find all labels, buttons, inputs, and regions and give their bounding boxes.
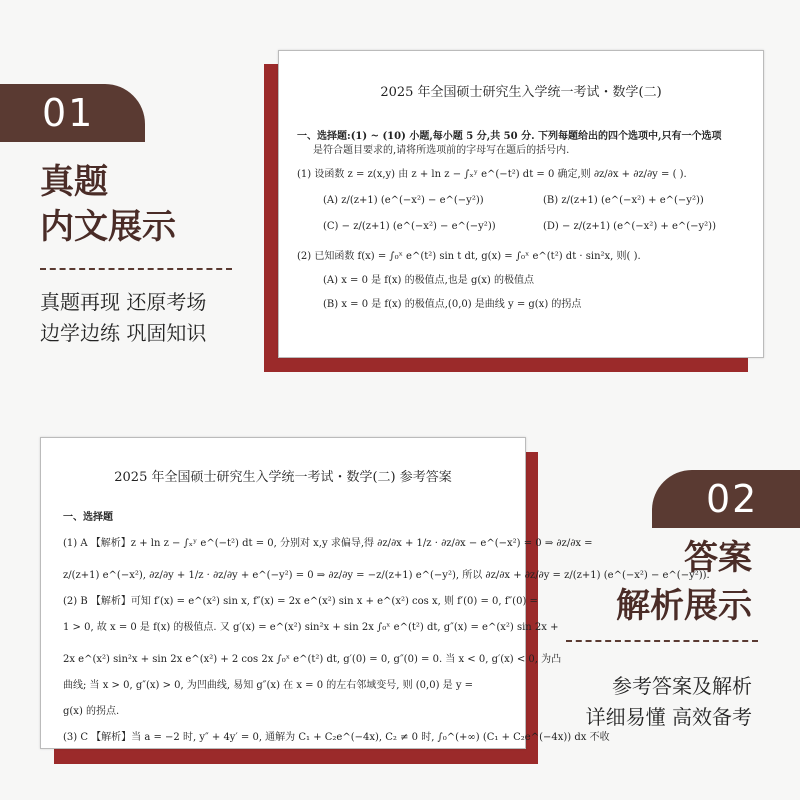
exam-paper-title: 2025 年全国硕士研究生入学统一考试・数学(二): [380, 85, 662, 100]
section-heading-line1: 真题: [40, 162, 108, 202]
section-number-badge-02: [652, 470, 800, 528]
answer-line: 2x e^(x²) sin²x + sin 2x e^(x²) + 2 cos 2x ∫₀ˣ e^(t²) dt, g′(0) = 0, g″(0) = 0. 当 x < 0, g′(x) < 0, 为凸: [63, 654, 562, 665]
tagline-line2: 边学边练 巩固知识: [40, 321, 207, 345]
section-heading-line2: 内文展示: [40, 207, 176, 247]
section-number: 01: [42, 91, 95, 135]
section-heading-line2: 解析展示: [616, 586, 752, 626]
answer-line: (2) B 【解析】可知 f′(x) = e^(x²) sin x, f″(x) = 2x e^(x²) sin x + e^(x²) cos x, 则 f′(0) = 0, f″(0) =: [63, 596, 538, 607]
section-number-badge-01: [0, 84, 145, 142]
tagline-line1: 参考答案及解析: [612, 674, 752, 698]
dashed-divider: [40, 268, 232, 270]
dashed-divider: [566, 640, 758, 642]
question-stem: (2) 已知函数 f(x) = ∫₀ˣ e^(t²) sin t dt, g(x) = ∫₀ˣ e^(t²) dt · sin²x, 则( ).: [297, 251, 641, 262]
option-c: (C) − z/(z+1) (e^(−x²) − e^(−y²)): [323, 221, 496, 232]
exam-instruction-line: 是符合题目要求的,请将所选项前的字母写在题后的括号内.: [313, 145, 570, 156]
option-b: (B) z/(z+1) (e^(−x²) + e^(−y²)): [543, 195, 704, 206]
option-row: [279, 194, 763, 208]
section-heading-line1: 答案: [684, 538, 752, 578]
section-number: 02: [706, 477, 759, 521]
question-stem: (1) 设函数 z = z(x,y) 由 z + ln z − ∫ₓʸ e^(−t²) dt = 0 确定,则 ∂z/∂x + ∂z/∂y = ( ).: [297, 169, 687, 180]
option-row: [279, 220, 763, 234]
answer-line: z/(z+1) e^(−x²), ∂z/∂y + 1/z · ∂z/∂y + e^(−y²) = 0 ⇒ ∂z/∂y = −z/(z+1) e^(−y²), 所以 ∂z/∂x + ∂z/∂y = z/(z+1) (e^(−x²) − e^(−y²)).: [63, 570, 710, 581]
tagline-line2: 详细易懂 高效备考: [585, 705, 752, 729]
answer-section-label: 一、选择题: [63, 512, 113, 523]
answer-line: 曲线; 当 x > 0, g″(x) > 0, 为凹曲线, 易知 g″(x) 在 x = 0 的左右邻域变号, 则 (0,0) 是 y =: [63, 680, 474, 691]
option-a: (A) x = 0 是 f(x) 的极值点,也是 g(x) 的极值点: [323, 275, 535, 286]
exam-paper-preview: [278, 50, 764, 358]
answer-line: g(x) 的拐点.: [63, 706, 120, 717]
exam-instruction-line: 一、选择题:(1) ~ (10) 小题,每小题 5 分,共 50 分. 下列每题给出的四个选项中,只有一个选项: [297, 131, 722, 142]
option-b: (B) x = 0 是 f(x) 的极值点,(0,0) 是曲线 y = g(x) 的拐点: [323, 299, 582, 310]
option-d: (D) − z/(z+1) (e^(−x²) + e^(−y²)): [543, 221, 716, 232]
answer-line: (3) C 【解析】当 a = −2 时, y″ + 4y′ = 0, 通解为 C₁ + C₂e^(−4x), C₂ ≠ 0 时, ∫₀^(+∞) (C₁ + C₂e^(−4x)) dx 不收: [63, 732, 610, 743]
answer-paper-title: 2025 年全国硕士研究生入学统一考试・数学(二) 参考答案: [114, 470, 452, 485]
answer-line: (1) A 【解析】z + ln z − ∫ₓʸ e^(−t²) dt = 0, 分别对 x,y 求偏导,得 ∂z/∂x + 1/z · ∂z/∂x − e^(−x²) = 0 ⇒ ∂z/∂x =: [63, 538, 593, 549]
answer-line: 1 > 0, 故 x = 0 是 f(x) 的极值点. 又 g′(x) = e^(x²) sin²x + sin 2x ∫₀ˣ e^(t²) dt, g″(x) = e^(x²) sin 2x +: [63, 622, 559, 633]
tagline-line1: 真题再现 还原考场: [40, 290, 207, 314]
option-a: (A) z/(z+1) (e^(−x²) − e^(−y²)): [323, 195, 484, 206]
